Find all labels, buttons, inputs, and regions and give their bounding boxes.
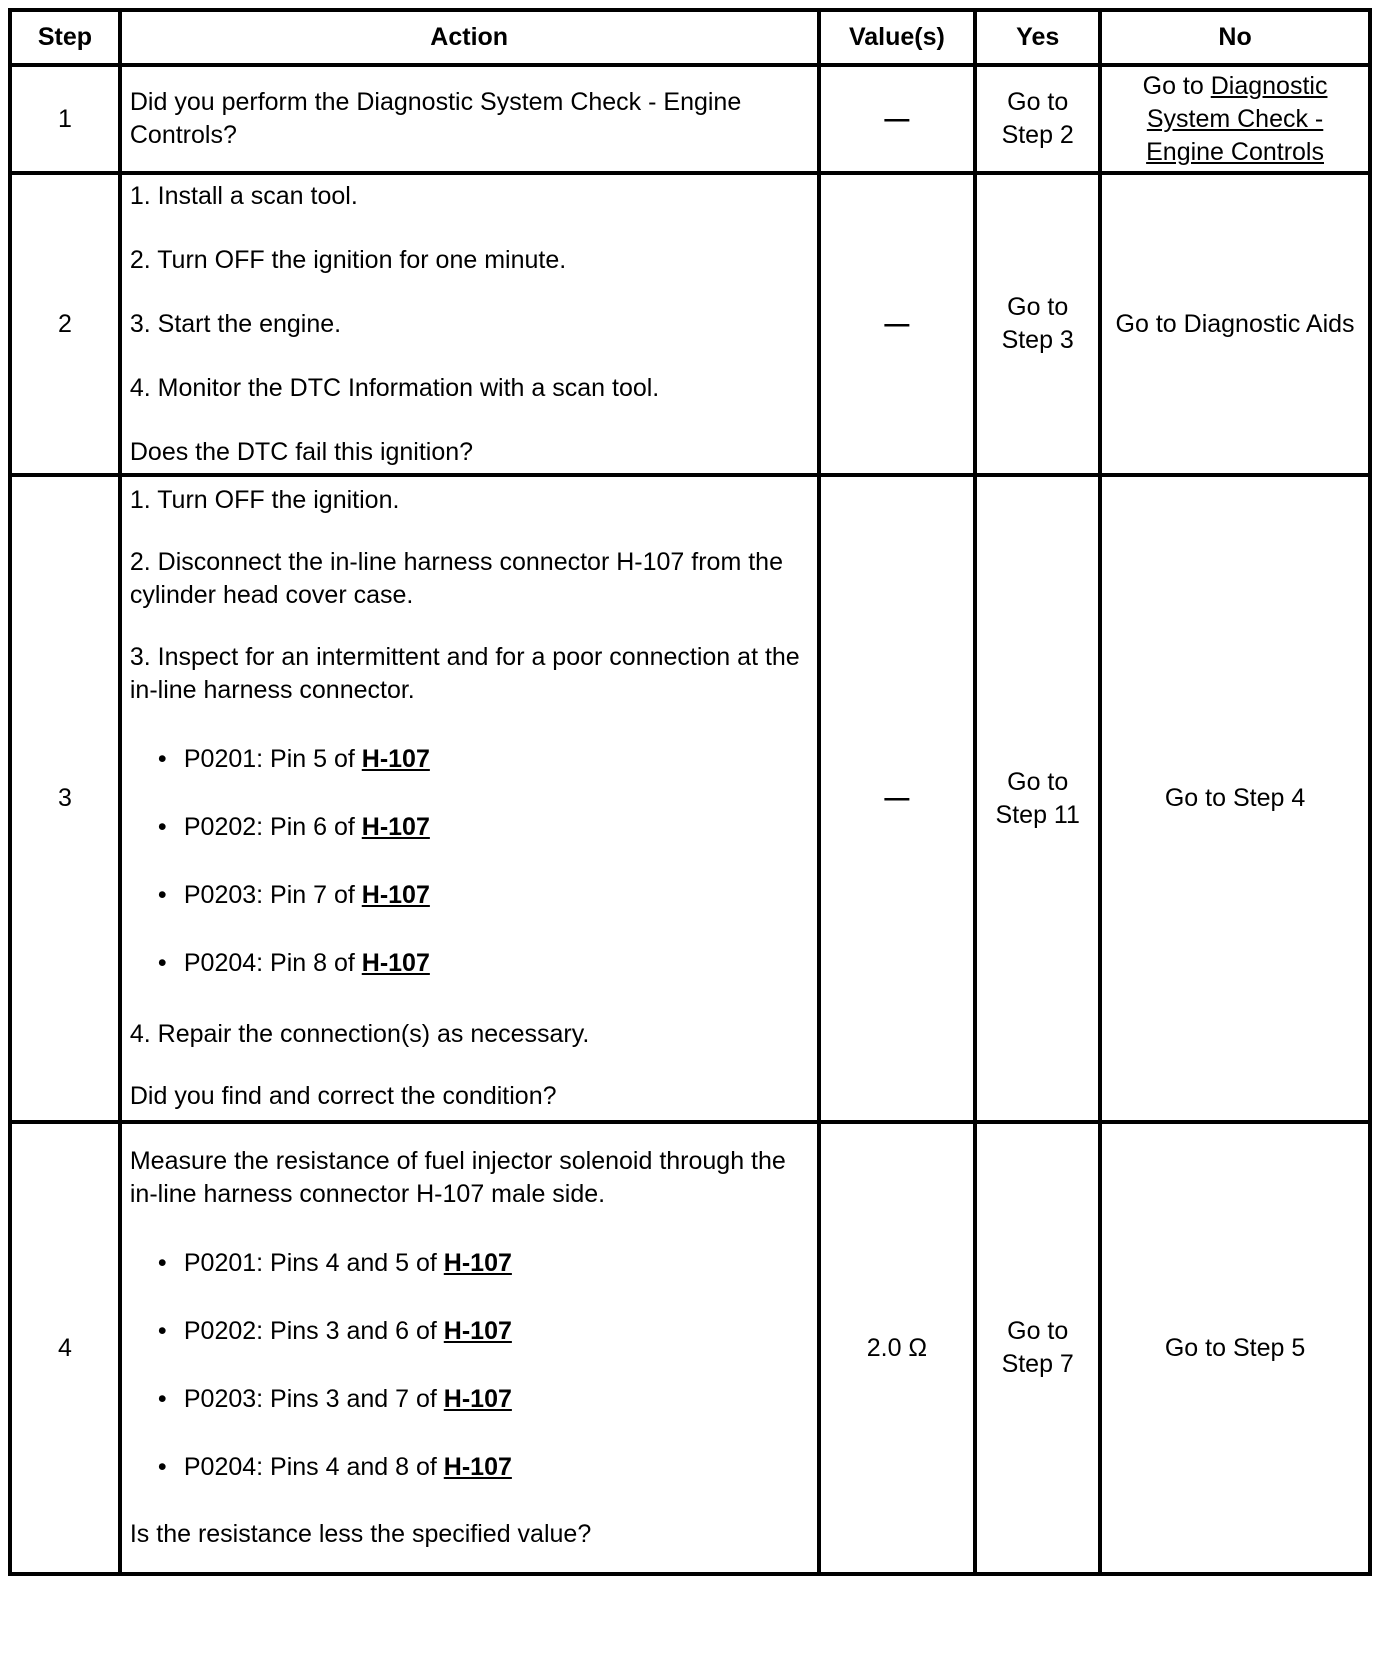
action-cell [120, 1122, 819, 1574]
diagnostic-system-check-link[interactable]: Diagnostic System Check - Engine Controls [1146, 71, 1328, 166]
list-item: • P0202: Pins 3 and 6 of H-107 [158, 1315, 809, 1348]
header-no: No [1100, 10, 1370, 65]
action-step: 1. Turn OFF the ignition. [129, 486, 400, 514]
action-step: 4. Monitor the DTC Information with a scan tool. [129, 373, 660, 402]
diagnostic-table [8, 8, 1372, 1576]
no-cell [1100, 65, 1370, 173]
header-values: Value(s) [819, 10, 976, 65]
action-cell [120, 173, 819, 475]
h107-link[interactable]: H-107 [361, 881, 430, 909]
h107-link[interactable]: H-107 [361, 949, 430, 977]
step-number: 3 [10, 475, 120, 1122]
action-question: Does the DTC fail this ignition? [129, 437, 474, 466]
pin-list [130, 743, 809, 980]
action-cell [120, 475, 819, 1122]
table-header-row [10, 10, 1370, 65]
list-item: • P0204: Pins 4 and 8 of H-107 [158, 1451, 809, 1484]
header-step: Step [10, 10, 120, 65]
action-step: 3. Start the engine. [129, 309, 342, 338]
h107-link[interactable]: H-107 [443, 1385, 512, 1413]
action-step: 4. Repair the connection(s) as necessary. [129, 1020, 590, 1048]
h107-link[interactable]: H-107 [443, 1453, 512, 1481]
action-question: Did you perform the Diagnostic System Check - Engine Controls? [129, 88, 742, 149]
list-item: • P0201: Pins 4 and 5 of H-107 [158, 1247, 809, 1280]
table-row [10, 65, 1370, 173]
no-cell: Go to Diagnostic Aids [1100, 173, 1370, 475]
value-cell: — [819, 475, 976, 1122]
h107-link[interactable]: H-107 [443, 1317, 512, 1345]
yes-cell: Go to Step 7 [975, 1122, 1100, 1574]
list-item: • P0203: Pins 3 and 7 of H-107 [158, 1383, 809, 1416]
table-row [10, 173, 1370, 475]
yes-cell: Go to Step 11 [975, 475, 1100, 1122]
yes-cell: Go to Step 2 [975, 65, 1100, 173]
action-question: Is the resistance less the specified value? [129, 1520, 592, 1548]
action-intro: Measure the resistance of fuel injector solenoid through the in-line harness connector H-107 male side. [129, 1147, 786, 1208]
list-item: • P0201: Pin 5 of H-107 [158, 743, 809, 776]
action-step: 3. Inspect for an intermittent and for a poor connection at the in-line harness connector. [129, 643, 800, 704]
value-cell: — [819, 65, 976, 173]
action-step: 1. Install a scan tool. [129, 181, 358, 210]
list-item: • P0202: Pin 6 of H-107 [158, 811, 809, 844]
list-item: • P0204: Pin 8 of H-107 [158, 947, 809, 980]
h107-link[interactable]: H-107 [361, 813, 430, 841]
no-prefix: Go to [1142, 71, 1211, 100]
action-step: 2. Turn OFF the ignition for one minute. [129, 245, 567, 274]
step-number: 4 [10, 1122, 120, 1574]
header-action: Action [120, 10, 819, 65]
h107-link[interactable]: H-107 [361, 745, 430, 773]
yes-cell: Go to Step 3 [975, 173, 1100, 475]
action-step: 2. Disconnect the in-line harness connector H-107 from the cylinder head cover case. [129, 548, 783, 609]
value-cell: 2.0 Ω [819, 1122, 976, 1574]
list-item: • P0203: Pin 7 of H-107 [158, 879, 809, 912]
action-cell [120, 65, 819, 173]
no-cell: Go to Step 5 [1100, 1122, 1370, 1574]
no-cell: Go to Step 4 [1100, 475, 1370, 1122]
action-question: Did you find and correct the condition? [129, 1082, 557, 1110]
pin-list [130, 1247, 809, 1484]
step-number: 1 [10, 65, 120, 173]
step-number: 2 [10, 173, 120, 475]
h107-link[interactable]: H-107 [443, 1249, 512, 1277]
header-yes: Yes [975, 10, 1100, 65]
value-cell: — [819, 173, 976, 475]
table-row [10, 475, 1370, 1122]
table-row [10, 1122, 1370, 1574]
